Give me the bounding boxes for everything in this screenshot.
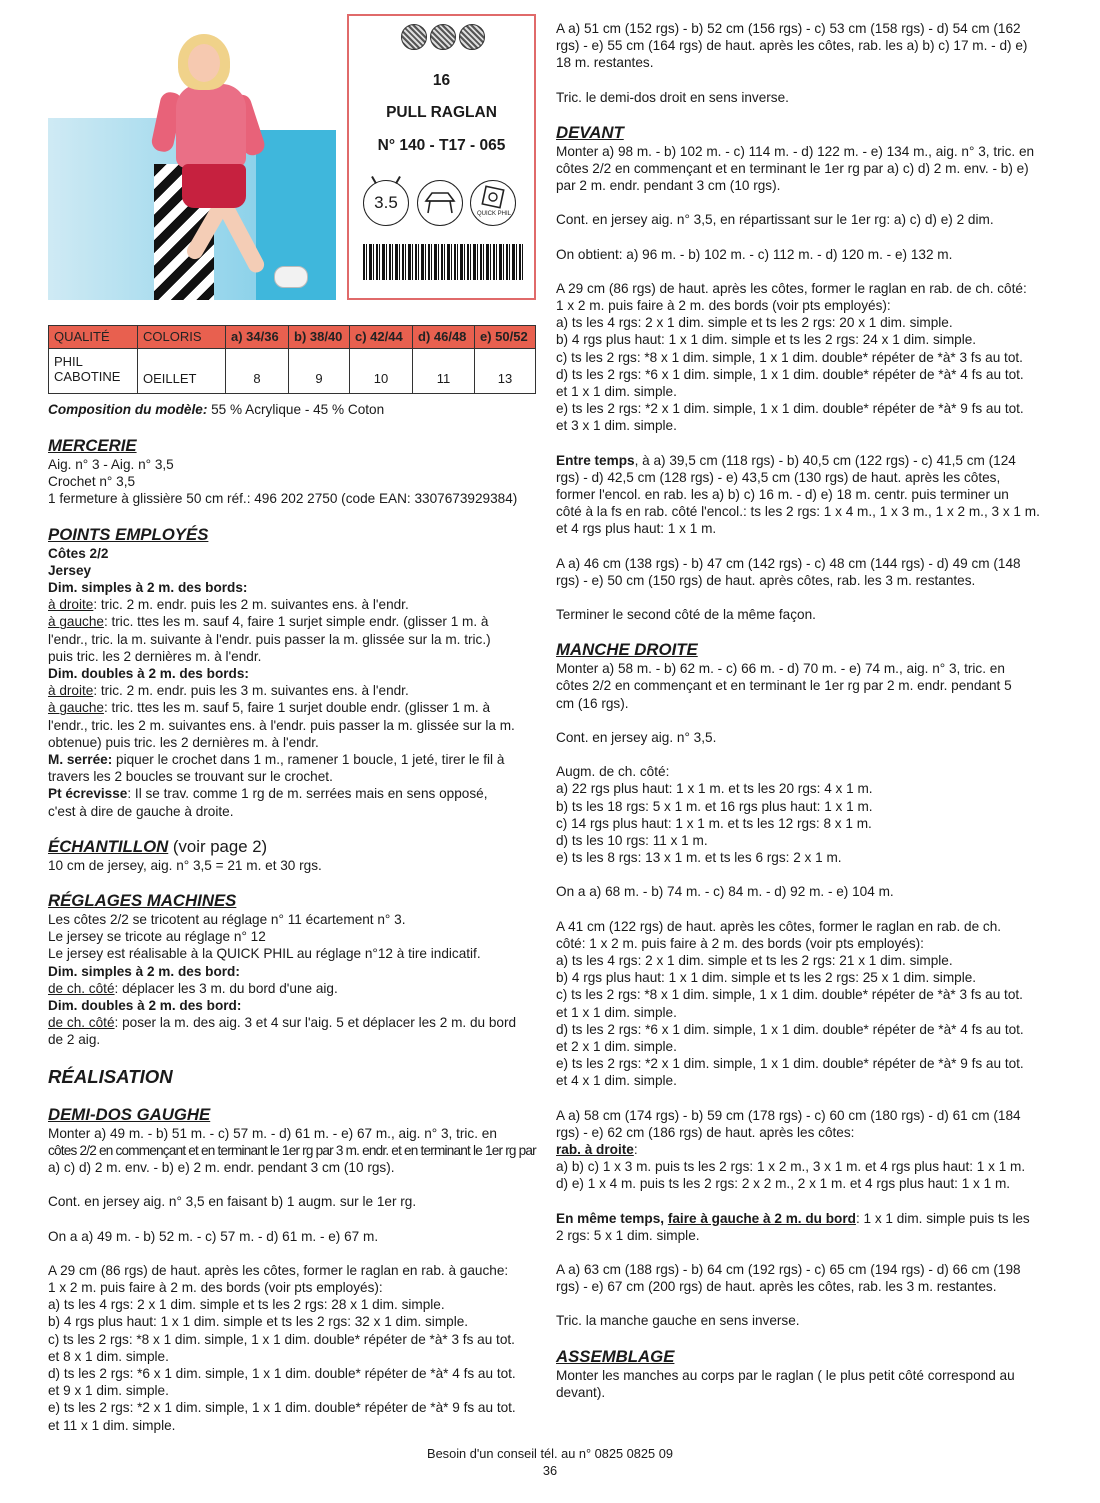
paragraph-gap [48, 874, 536, 891]
table-cell: 11 [413, 349, 475, 394]
text-line: Terminer le second côté de la même façon. [556, 607, 816, 623]
text-line: rgs) - e) 67 cm (200 rgs) de haut. après les côtes, rab. les 3 m. restantes. [556, 1279, 997, 1295]
text-line: former l'encol. en rab. les a) b) c) 16 m. - d) e) 18 m. centr. puis terminer un [556, 487, 1009, 503]
text-line: et 9 x 1 dim. simple. [48, 1383, 169, 1399]
section-heading: POINTS EMPLOYÉS [48, 524, 209, 544]
text-line: l'endr., tric. la m. suivante à l'endr. puis passer la m. glissée sur la m. tric.) [48, 631, 491, 647]
text-line: d) ts les 2 rgs: *6 x 1 dim. simple, 1 x 1 dim. double* répéter de *à* 4 fs au tot. [556, 1021, 1024, 1037]
text-line: l'endr., tric. les 2 m. suivantes ens. à l'endr. puis passer la m. glissée sur la m. [48, 717, 515, 733]
text-line: On obtient: a) 96 m. - b) 102 m. - c) 112 m. - d) 120 m. - e) 132 m. [556, 246, 953, 262]
text-line: Cont. en jersey aig. n° 3,5 en faisant b) 1 augm. sur le 1er rg. [48, 1194, 417, 1210]
paragraph-gap [556, 1193, 1046, 1210]
text-line: A a) 63 cm (188 rgs) - b) 64 cm (192 rgs) - c) 65 cm (194 rgs) - d) 66 cm (198 [556, 1261, 1021, 1277]
text-line: En même temps, faire à gauche à 2 m. du bord: 1 x 1 dim. simple puis ts les [556, 1210, 1030, 1226]
text-line: Dim. simples à 2 m. des bords: [48, 580, 248, 596]
header-cell: QUALITÉ [49, 326, 138, 349]
text-line: Pt écrevisse: Il se trav. comme 1 rg de m. serrées mais en sens opposé, [48, 786, 488, 802]
section-heading: MANCHE DROITE [556, 640, 698, 660]
section-heading: ASSEMBLAGE [556, 1346, 675, 1366]
text-line: et 1 x 1 dim. simple. [556, 1004, 677, 1020]
text-line: 2 rgs: 5 x 1 dim. simple. [556, 1227, 700, 1243]
text-line: rgs) - e) 55 cm (164 rgs) de haut. après les côtes, rab. les a) b) c) 17 m. - d) e) [556, 38, 1028, 54]
text-line: de 2 aig. [48, 1032, 101, 1048]
text-line: c'est à dire de gauche à droite. [48, 803, 234, 819]
text-line: de ch. côté: déplacer les 3 m. du bord d'une aig. [48, 980, 338, 996]
text-line: côtes 2/2 en commençant et en terminant le 1er rg par 3 m. endr. et en terminant le 1er rg par [48, 1142, 536, 1158]
difficulty-yarn-ball-icons [401, 24, 485, 50]
text-line: A 29 cm (86 rgs) de haut. après les côtes, former le raglan en rab. de ch. côté: [556, 280, 1027, 296]
paragraph-gap [556, 589, 1046, 606]
paragraph-gap [556, 106, 1046, 123]
text-line: Tric. la manche gauche en sens inverse. [556, 1313, 800, 1329]
text-line: A a) 51 cm (152 rgs) - b) 52 cm (156 rgs) - c) 53 cm (158 rgs) - d) 54 cm (162 [556, 21, 1021, 36]
paragraph-gap [556, 746, 1046, 763]
section-heading: DEVANT [556, 122, 624, 142]
text-line: A 41 cm (122 rgs) de haut. après les côtes, former le raglan en rab. de ch. [556, 918, 1002, 934]
header-cell: COLORIS [138, 326, 226, 349]
text-line: 1 x 2 m. puis faire à 2 m. des bords (voir pts employés): [48, 1279, 383, 1295]
text-line: rgs) - e) 50 cm (150 rgs) de haut. après côtes, rab. les 3 m. restantes. [556, 572, 976, 588]
text-line: e) ts les 8 rgs: 13 x 1 m. et ts les 6 rgs: 2 x 1 m. [556, 850, 842, 866]
table-cell: PHIL CABOTINE [49, 349, 138, 394]
paragraph-gap [48, 820, 536, 837]
text-line: b) 4 rgs plus haut: 1 x 1 dim. simple et ts les 2 rgs: 24 x 1 dim. simple. [556, 332, 977, 348]
table-cell: 10 [350, 349, 413, 394]
left-column-text [48, 436, 536, 1434]
right-column-text [556, 20, 1046, 1401]
text-line: Dim. doubles à 2 m. des bords: [48, 666, 249, 682]
text-line: 10 cm de jersey, aig. n° 3,5 = 21 m. et 30 rgs. [48, 857, 322, 873]
paragraph-gap [48, 1211, 536, 1228]
text-line: 18 m. restantes. [556, 55, 654, 71]
header-cell: a) 34/36 [226, 326, 289, 349]
pattern-info-box [347, 14, 536, 300]
text-line: par 2 m. endr. pendant 3 cm (10 rgs). [556, 178, 781, 194]
main-heading: RÉALISATION [48, 1065, 173, 1087]
paragraph-gap [556, 1295, 1046, 1312]
paragraph-gap [48, 508, 536, 525]
section-heading: RÉGLAGES MACHINES [48, 891, 237, 911]
text-line: d) ts les 2 rgs: *6 x 1 dim. simple, 1 x 1 dim. double* répéter de *à* 4 fs au tot. [48, 1365, 516, 1381]
composition-label: Composition du modèle: [48, 402, 208, 417]
header-cell: d) 46/48 [413, 326, 475, 349]
text-line: cm (16 rgs). [556, 695, 629, 711]
text-line: c) ts les 2 rgs: *8 x 1 dim. simple, 1 x 1 dim. double* répéter de *à* 3 fs au tot. [556, 349, 1023, 365]
text-line: Dim. doubles à 2 m. des bord: [48, 998, 242, 1014]
paragraph-gap [556, 1244, 1046, 1261]
table-cell: OEILLET [138, 349, 226, 394]
paragraph-gap [556, 435, 1046, 452]
text-line: e) ts les 2 rgs: *2 x 1 dim. simple, 1 x 1 dim. double* répéter de *à* 9 fs au tot. [556, 1056, 1024, 1072]
text-line: obtenue) puis tric. les 2 dernières m. à l'endr. [48, 734, 319, 750]
needle-size-label: 3.5 [374, 193, 398, 212]
header-cell: c) 42/44 [350, 326, 413, 349]
quick-phil-label: QUICK PHIL [476, 211, 511, 217]
text-line: e) ts les 2 rgs: *2 x 1 dim. simple, 1 x 1 dim. double* répéter de *à* 9 fs au tot. [556, 401, 1024, 417]
quality-table-row [49, 349, 536, 394]
yarn-ball-icon [401, 24, 427, 50]
text-line: et 11 x 1 dim. simple. [48, 1417, 176, 1433]
composition-line [48, 401, 384, 418]
text-line: Monter les manches au corps par le raglan ( le plus petit côté correspond au [556, 1367, 1015, 1383]
text-line: Crochet n° 3,5 [48, 474, 136, 490]
text-line: e) ts les 2 rgs: *2 x 1 dim. simple, 1 x 1 dim. double* répéter de *à* 9 fs au tot. [48, 1400, 516, 1416]
text-line: On a a) 68 m. - b) 74 m. - c) 84 m. - d) 92 m. - e) 104 m. [556, 884, 894, 900]
text-line: A a) 58 cm (174 rgs) - b) 59 cm (178 rgs) - c) 60 cm (180 rgs) - d) 61 cm (184 [556, 1107, 1021, 1123]
composition-value: 55 % Acrylique - 45 % Coton [207, 402, 385, 417]
knitting-machine-icon [417, 180, 463, 226]
paragraph-gap [556, 712, 1046, 729]
text-line: côtes 2/2 en commençant et en terminant le 1er rg par 2 m. endr. pendant 5 [556, 678, 1012, 694]
paragraph-gap [556, 229, 1046, 246]
section-heading: ÉCHANTILLON (voir page 2) [48, 836, 268, 856]
table-cell: 9 [289, 349, 350, 394]
text-line: et 2 x 1 dim. simple. [556, 1038, 677, 1054]
text-line: côté: 1 x 2 m. puis faire à 2 m. des bords (voir pts employés): [556, 935, 924, 951]
paragraph-gap [48, 1245, 536, 1262]
text-line: puis tric. les 2 dernières m. à l'endr. [48, 648, 262, 664]
text-line: Le jersey est réalisable à la QUICK PHIL au réglage n°12 à tire indicatif. [48, 946, 481, 962]
paragraph-gap [556, 194, 1046, 211]
text-line: 1 x 2 m. puis faire à 2 m. des bords (voir pts employés): [556, 298, 891, 314]
text-line: b) ts les 18 rgs: 5 x 1 m. et 16 rgs plus haut: 1 x 1 m. [556, 798, 873, 814]
pattern-title: PULL RAGLAN [386, 104, 497, 121]
paragraph-gap [556, 1090, 1046, 1107]
paragraph-gap [556, 623, 1046, 640]
footer-contact-line: Besoin d'un conseil tél. au n° 0825 0825 09 [427, 1446, 673, 1461]
text-line: rgs) - d) 42,5 cm (128 rgs) - e) 43,5 cm (130 rgs) de haut. après les côtes, [556, 469, 1001, 485]
text-line: Cont. en jersey aig. n° 3,5. [556, 729, 717, 745]
text-line: et 1 x 1 dim. simple. [556, 384, 677, 400]
paragraph-gap [48, 1049, 536, 1066]
text-line: à droite: tric. 2 m. endr. puis les 2 m. suivantes ens. à l'endr. [48, 597, 409, 613]
text-line: a) b) c) 1 x 3 m. puis ts les 2 rgs: 1 x 2 m., 3 x 1 m. et 4 rgs plus haut: 1 x 1 m. [556, 1159, 1026, 1175]
text-line: a) c) d) 2 m. env. - b) e) 2 m. endr. pendant 3 cm (10 rgs). [48, 1160, 395, 1176]
text-line: Le jersey se tricote au réglage n° 12 [48, 929, 266, 945]
text-line: Les côtes 2/2 se tricotent au réglage n° 11 écartement n° 3. [48, 912, 406, 928]
pattern-number: 16 [432, 72, 451, 89]
text-line: On a a) 49 m. - b) 52 m. - c) 57 m. - d) 61 m. - e) 67 m. [48, 1228, 379, 1244]
text-line: Monter a) 49 m. - b) 51 m. - c) 57 m. - d) 61 m. - e) 67 m., aig. n° 3, tric. en [48, 1125, 497, 1141]
text-line: Tric. le demi-dos droit en sens inverse. [556, 89, 789, 105]
text-line: devant). [556, 1384, 606, 1400]
text-line: Monter a) 98 m. - b) 102 m. - c) 114 m. - d) 122 m. - e) 134 m., aig. n° 3, tric. en [556, 143, 1035, 159]
section-heading: MERCERIE [48, 436, 137, 455]
paragraph-gap [48, 1088, 536, 1105]
text-line: d) ts les 2 rgs: *6 x 1 dim. simple, 1 x 1 dim. double* répéter de *à* 4 fs au tot. [556, 366, 1024, 382]
text-line: et 4 rgs plus haut: 1 x 1 m. [556, 521, 717, 537]
text-line: et 8 x 1 dim. simple. [48, 1348, 169, 1364]
text-line: de ch. côté: poser la m. des aig. 3 et 4 sur l'aig. 5 et déplacer les 2 m. du bord [48, 1015, 517, 1031]
text-line: c) 14 rgs plus haut: 1 x 1 m. et ts les 12 rgs: 8 x 1 m. [556, 815, 872, 831]
header-cell: e) 50/52 [475, 326, 536, 349]
text-line: 1 fermeture à glissière 50 cm réf.: 496 202 2750 (code EAN: 3307673929384) [48, 491, 518, 507]
text-line: b) 4 rgs plus haut: 1 x 1 dim. simple et ts les 2 rgs: 25 x 1 dim. simple. [556, 970, 977, 986]
text-line: à droite: tric. 2 m. endr. puis les 3 m. suivantes ens. à l'endr. [48, 683, 409, 699]
text-line: A 29 cm (86 rgs) de haut. après les côtes, former le raglan en rab. à gauche: [48, 1262, 509, 1278]
text-line: à gauche: tric. ttes les m. sauf 4, faire 1 surjet simple endr. (glisser 1 m. à [48, 614, 489, 630]
text-line: M. serrée: piquer le crochet dans 1 m., ramener 1 boucle, 1 jeté, tirer le fil à [48, 752, 505, 768]
paragraph-gap [556, 1330, 1046, 1347]
text-line: Aig. n° 3 - Aig. n° 3,5 [48, 457, 174, 472]
text-line: Côtes 2/2 [48, 545, 109, 561]
table-cell: 8 [226, 349, 289, 394]
text-line: A a) 46 cm (138 rgs) - b) 47 cm (142 rgs) - c) 48 cm (144 rgs) - d) 49 cm (148 [556, 555, 1021, 571]
text-line: d) ts les 10 rgs: 11 x 1 m. [556, 832, 708, 848]
text-line: et 4 x 1 dim. simple. [556, 1073, 677, 1089]
text-line: a) 22 rgs plus haut: 1 x 1 m. et ts les 20 rgs: 4 x 1 m. [556, 781, 873, 797]
paragraph-gap [556, 72, 1046, 89]
quality-table [48, 325, 536, 394]
text-line: a) ts les 4 rgs: 2 x 1 dim. simple et ts les 2 rgs: 20 x 1 dim. simple. [556, 315, 953, 331]
text-line: c) ts les 2 rgs: *8 x 1 dim. simple, 1 x 1 dim. double* répéter de *à* 3 fs au tot. [556, 987, 1023, 1003]
pattern-reference: N° 140 - T17 - 065 [377, 137, 506, 154]
yarn-ball-icon [430, 24, 456, 50]
paragraph-gap [556, 866, 1046, 883]
text-line: rab. à droite: [556, 1141, 638, 1157]
text-line: Dim. simples à 2 m. des bord: [48, 963, 240, 979]
page-number: 36 [542, 1463, 558, 1478]
text-line: Cont. en jersey aig. n° 3,5, en répartissant sur le 1er rg: a) c) d) e) 2 dim. [556, 212, 994, 228]
text-line: Monter a) 58 m. - b) 62 m. - c) 66 m. - d) 70 m. - e) 74 m., aig. n° 3, tric. en [556, 661, 1005, 677]
table-cell: 13 [475, 349, 536, 394]
text-line: travers les 2 boucles se trouvant sur le crochet. [48, 769, 333, 785]
header-cell: b) 38/40 [289, 326, 350, 349]
paragraph-gap [556, 538, 1046, 555]
text-line: a) ts les 4 rgs: 2 x 1 dim. simple et ts les 2 rgs: 21 x 1 dim. simple. [556, 952, 953, 968]
text-line: côté à la fs en rab. côté l'encol.: ts les 2 rgs: 1 x 4 m., 1 x 3 m., 1 x 2 m., 3 x 1 m. [556, 504, 1040, 520]
text-line: Jersey [48, 562, 92, 578]
model-photo [48, 14, 336, 300]
section-heading: DEMI-DOS GAUGHE [48, 1104, 211, 1124]
paragraph-gap [556, 263, 1046, 280]
text-line: b) 4 rgs plus haut: 1 x 1 dim. simple et ts les 2 rgs: 32 x 1 dim. simple. [48, 1314, 469, 1330]
yarn-ball-icon [459, 24, 485, 50]
text-line: et 3 x 1 dim. simple. [556, 418, 677, 434]
text-line: Entre temps, à a) 39,5 cm (118 rgs) - b) 40,5 cm (122 rgs) - c) 41,5 cm (124 [556, 452, 1016, 468]
quick-phil-icon [470, 180, 516, 226]
text-line: c) ts les 2 rgs: *8 x 1 dim. simple, 1 x 1 dim. double* répéter de *à* 3 fs au tot. [48, 1331, 515, 1347]
text-line: a) ts les 4 rgs: 2 x 1 dim. simple et ts les 2 rgs: 28 x 1 dim. simple. [48, 1297, 445, 1313]
text-line: Augm. de ch. côté: [556, 764, 670, 780]
paragraph-gap [556, 901, 1046, 918]
text-line: rgs) - e) 62 cm (186 rgs) de haut. après les côtes: [556, 1124, 855, 1140]
quality-table-header [49, 326, 536, 349]
text-line: à gauche: tric. ttes les m. sauf 5, faire 1 surjet double endr. (glisser 1 m. à [48, 700, 491, 716]
page-footer [0, 1445, 1100, 1479]
needle-size-icon [363, 180, 409, 226]
barcode [363, 244, 523, 280]
text-line: d) e) 1 x 4 m. puis ts les 2 rgs: 2 x 2 m., 2 x 1 m. et 4 rgs plus haut: 1 x 1 m. [556, 1176, 1011, 1192]
text-line: côtes 2/2 en commençant et en terminant le 1er rg par a) c) d) 2 m. env. - b) e) [556, 161, 1029, 177]
paragraph-gap [48, 1176, 536, 1193]
